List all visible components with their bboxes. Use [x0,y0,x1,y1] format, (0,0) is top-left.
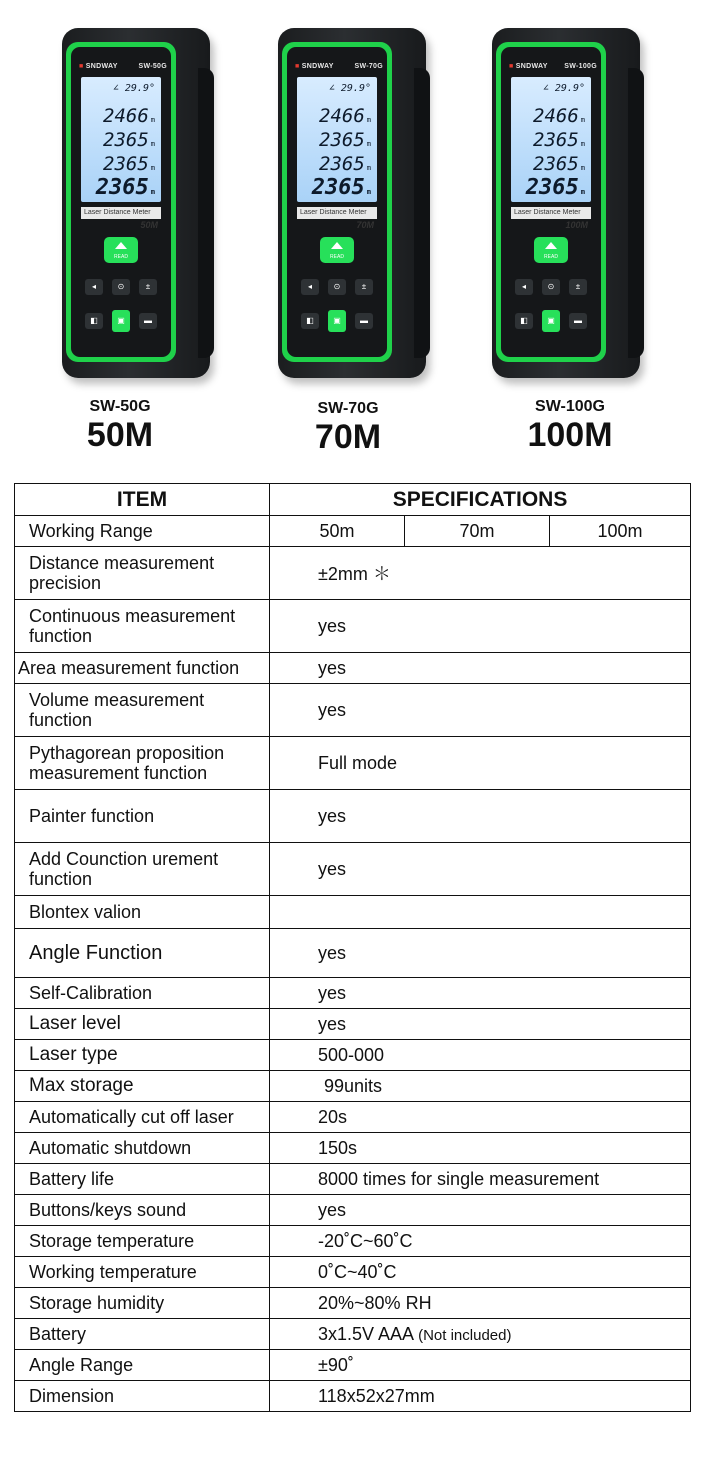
table-row [15,600,691,653]
key-icon: ▣ [542,310,560,332]
table-row [15,1226,691,1257]
row-label: Laser level [15,1009,270,1040]
row-value: ±2mm ＊ [270,547,691,600]
row-value: yes [270,684,691,737]
row-label: Area measurement function [15,653,270,684]
device-model-strip: Laser Distance Meter 70M [297,207,377,219]
row-label: Painter function [15,790,270,843]
row-label: Laser type [15,1040,270,1071]
plus-minus-icon: ± [355,279,373,295]
device-image [62,28,212,380]
table-row [15,653,691,684]
table-row [15,1133,691,1164]
row-value: 3x1.5V AAA (Not included) [270,1319,691,1350]
table-row [15,843,691,896]
device-brand: ■ SNDWAY SW-50G [79,63,167,70]
row-value: 20s [270,1102,691,1133]
key-icon: ▣ [112,310,130,332]
key-icon: ◧ [515,313,533,329]
table-row [15,1071,691,1102]
table-row [15,1102,691,1133]
table-row [15,1040,691,1071]
row-label: Automatically cut off laser [15,1102,270,1133]
row-value: yes [270,790,691,843]
device-image [278,28,428,380]
plus-minus-icon: ± [139,279,157,295]
device-brand: ■ SNDWAY SW-100G [509,63,597,70]
row-label: Distance measurement precision [15,547,270,600]
row-value: yes [270,600,691,653]
row-value: yes [270,978,691,1009]
device-model-strip: Laser Distance Meter 100M [511,207,591,219]
row-label: Self-Calibration [15,978,270,1009]
row-note: (Not included) [418,1326,512,1344]
row-value: 99units [270,1071,691,1102]
table-row [15,1009,691,1040]
key-icon: ◂ [515,279,533,295]
read-button: READ [104,237,138,263]
row-label: Storage humidity [15,1288,270,1319]
table-row [15,1288,691,1319]
row-label: Working Range [15,516,270,547]
table-row [15,547,691,600]
device-lcd: ∠ 29.9° 2466 m 2365 m 2365 m 2365 m [511,77,591,202]
key-icon: ▬ [569,313,587,329]
range-value: 70m [405,516,550,547]
row-label: Buttons/keys sound [15,1195,270,1226]
row-value: 0˚C~40˚C [270,1257,691,1288]
model-label: SW-70G 70M [314,400,382,456]
row-value: 500-000 [270,1040,691,1071]
product-card [492,28,652,380]
model-label: SW-100G 100M [527,398,613,454]
row-value: yes [270,843,691,896]
key-icon: ⊙ [542,279,560,295]
row-label: Continuous measurement function [15,600,270,653]
read-button: READ [534,237,568,263]
row-label: Volume measurement function [15,684,270,737]
row-label: Angle Function [15,929,270,978]
table-row [15,1381,691,1412]
row-label: Max storage [15,1071,270,1102]
key-icon: ⊙ [328,279,346,295]
specifications-table [14,483,691,1412]
table-row [15,684,691,737]
table-row [15,1319,691,1350]
row-value: 150s [270,1133,691,1164]
row-label: Dimension [15,1381,270,1412]
row-label: Battery [15,1319,270,1350]
key-icon: ◂ [301,279,319,295]
table-row [15,1257,691,1288]
table-row [15,1164,691,1195]
table-row [15,737,691,790]
table-row [15,516,691,547]
row-label: Blontex valion [15,896,270,929]
row-label: Working temperature [15,1257,270,1288]
row-value: yes [270,1009,691,1040]
row-value: yes [270,1195,691,1226]
product-card [278,28,438,380]
table-row [15,1195,691,1226]
range-value: 50m [270,516,405,547]
read-button: READ [320,237,354,263]
key-icon: ◧ [85,313,103,329]
product-lineup [0,0,704,470]
row-label: Automatic shutdown [15,1133,270,1164]
range-value: 100m [550,516,691,547]
table-row [15,896,691,929]
header-item: ITEM [15,484,270,516]
row-value: yes [270,929,691,978]
plus-minus-icon: ± [569,279,587,295]
key-icon: ◧ [301,313,319,329]
key-icon: ▣ [328,310,346,332]
header-specifications: SPECIFICATIONS [270,484,691,516]
row-value: 8000 times for single measurement [270,1164,691,1195]
row-value: ±90˚ [270,1350,691,1381]
table-row [15,978,691,1009]
table-row [15,1350,691,1381]
row-label: Battery life [15,1164,270,1195]
device-image [492,28,642,380]
key-icon: ⊙ [112,279,130,295]
row-value: yes [270,653,691,684]
model-label: SW-50G 50M [86,398,154,454]
device-lcd: ∠ 29.9° 2466 m 2365 m 2365 m 2365 m [81,77,161,202]
device-model-strip: Laser Distance Meter 50M [81,207,161,219]
device-brand: ■ SNDWAY SW-70G [295,63,383,70]
row-value: 20%~80% RH [270,1288,691,1319]
key-icon: ◂ [85,279,103,295]
table-header-row [15,484,691,516]
key-icon: ▬ [355,313,373,329]
product-card [62,28,222,380]
row-value: Full mode [270,737,691,790]
row-label: Pythagorean proposition measurement function [15,737,270,790]
row-label: Angle Range [15,1350,270,1381]
row-label: Add Counction urement function [15,843,270,896]
row-value [270,896,691,929]
table-row [15,929,691,978]
device-lcd: ∠ 29.9° 2466 m 2365 m 2365 m 2365 m [297,77,377,202]
row-value: -20˚C~60˚C [270,1226,691,1257]
row-value: 118x52x27mm [270,1381,691,1412]
key-icon: ▬ [139,313,157,329]
table-row [15,790,691,843]
row-label: Storage temperature [15,1226,270,1257]
